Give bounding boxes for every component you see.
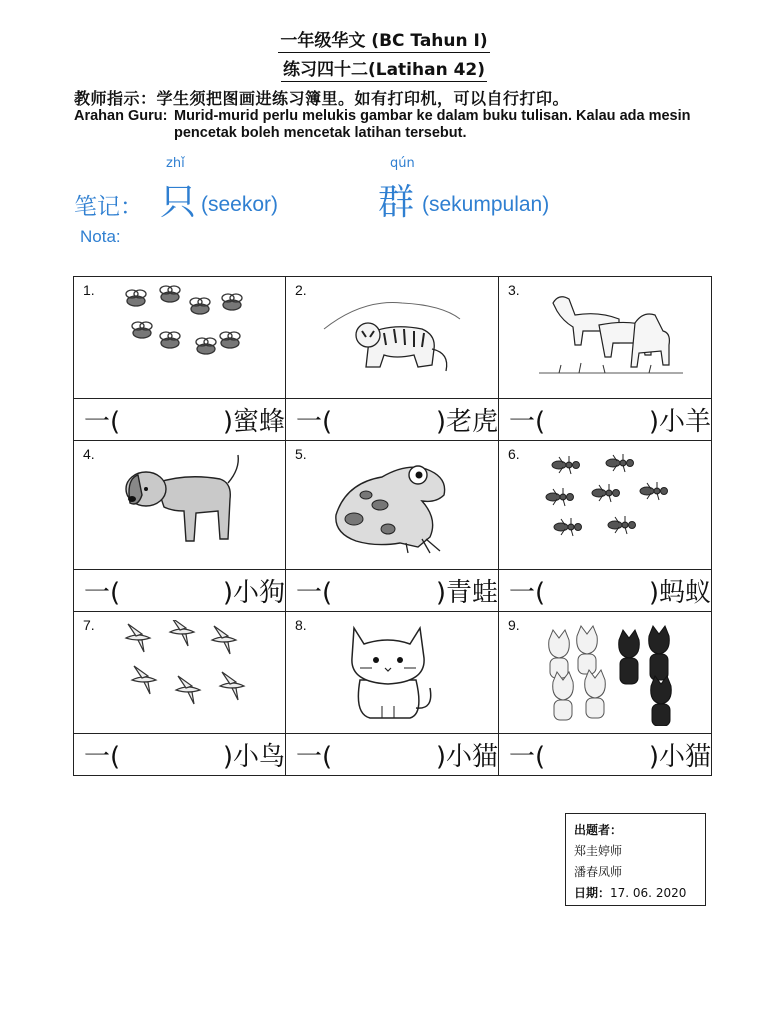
picture-cell-8 (286, 612, 499, 734)
picture-cell-6 (499, 441, 712, 570)
picture-cell-5 (286, 441, 499, 570)
answer-cell-2 (286, 399, 499, 441)
answer-suffix: )老虎 (435, 407, 498, 437)
pinyin-qun: qún (390, 156, 415, 171)
answer-prefix: 一( (84, 407, 121, 437)
credit-date-value: 17. 06. 2020 (610, 886, 687, 900)
answer-prefix: 一( (84, 742, 121, 772)
cat-picture (330, 618, 440, 722)
instruction-malay-label: Arahan Guru: (74, 108, 168, 124)
answer-cell-4 (74, 570, 286, 612)
item-number: 4. (83, 446, 95, 462)
item-number: 5. (295, 446, 307, 462)
instruction-chinese: 教师指示：学生须把图画进练习簿里。如有打印机，可以自行打印。 (74, 89, 570, 108)
credit-label: 出题者： (574, 823, 623, 837)
tiger-picture (322, 289, 462, 379)
item-number: 8. (295, 617, 307, 633)
meaning-seekor: (seekor) (201, 193, 279, 216)
answer-suffix: )蚂蚁 (648, 578, 711, 608)
note-label-chinese: 笔记： (74, 194, 143, 220)
instruction-malay-line1: Murid-murid perlu melukis gambar ke dalam buku tulisan. Kalau ada mesin (174, 108, 691, 124)
answer-cell-9 (499, 734, 712, 776)
picture-cell-1 (74, 277, 286, 399)
exercise-grid (73, 276, 712, 776)
answer-cell-8 (286, 734, 499, 776)
picture-cell-4 (74, 441, 286, 570)
item-number: 1. (83, 282, 95, 298)
answer-suffix: )青蛙 (435, 578, 498, 608)
char-zhi: 只 (160, 182, 197, 223)
answer-cell-5 (286, 570, 499, 612)
answer-prefix: 一( (296, 578, 333, 608)
credit-date (574, 883, 697, 904)
note-section (74, 150, 714, 250)
answer-cell-6 (499, 570, 712, 612)
item-number: 2. (295, 282, 307, 298)
answer-suffix: )小猫 (648, 742, 711, 772)
bees-picture (114, 283, 258, 369)
birds-picture (114, 620, 258, 720)
instruction-malay (74, 108, 714, 142)
item-number: 7. (83, 617, 95, 633)
answer-cell-1 (74, 399, 286, 441)
picture-cell-3 (499, 277, 712, 399)
answer-prefix: 一( (296, 742, 333, 772)
credit-author-2: 潘春凤师 (574, 865, 623, 879)
answer-prefix: 一( (84, 578, 121, 608)
item-number: 9. (508, 617, 520, 633)
picture-cell-2 (286, 277, 499, 399)
note-label-malay: Nota: (80, 227, 121, 246)
item-number: 6. (508, 446, 520, 462)
answer-suffix: )小羊 (648, 407, 711, 437)
answer-cell-3 (499, 399, 712, 441)
answer-suffix: )小鸟 (222, 742, 285, 772)
char-qun: 群 (378, 182, 415, 223)
goats-picture (539, 281, 683, 377)
answer-prefix: 一( (509, 407, 546, 437)
answer-suffix: )蜜蜂 (222, 407, 285, 437)
picture-cell-9 (499, 612, 712, 734)
meaning-sekumpulan: (sekumpulan) (422, 193, 550, 216)
answer-prefix: 一( (296, 407, 333, 437)
page-subtitle: 练习四十二(Latihan 42) (282, 60, 486, 80)
picture-cell-7 (74, 612, 286, 734)
pinyin-zhi: zhǐ (166, 156, 185, 171)
cats-picture (539, 620, 683, 726)
answer-suffix: )小猫 (435, 742, 498, 772)
page-title: 一年级华文 (BC Tahun I) (280, 31, 488, 51)
answer-prefix: 一( (509, 742, 546, 772)
ants-picture (539, 451, 679, 541)
credit-author-1: 郑圭婷师 (574, 844, 623, 858)
instruction-malay-line2: pencetak boleh mencetak latihan tersebut. (174, 125, 467, 141)
credit-date-label: 日期： (574, 886, 611, 900)
frog-picture (326, 455, 462, 555)
answer-suffix: )小狗 (222, 578, 285, 608)
item-number: 3. (508, 282, 520, 298)
answer-prefix: 一( (509, 578, 546, 608)
dog-picture (116, 449, 246, 549)
answer-cell-7 (74, 734, 286, 776)
credit-box (565, 813, 706, 906)
